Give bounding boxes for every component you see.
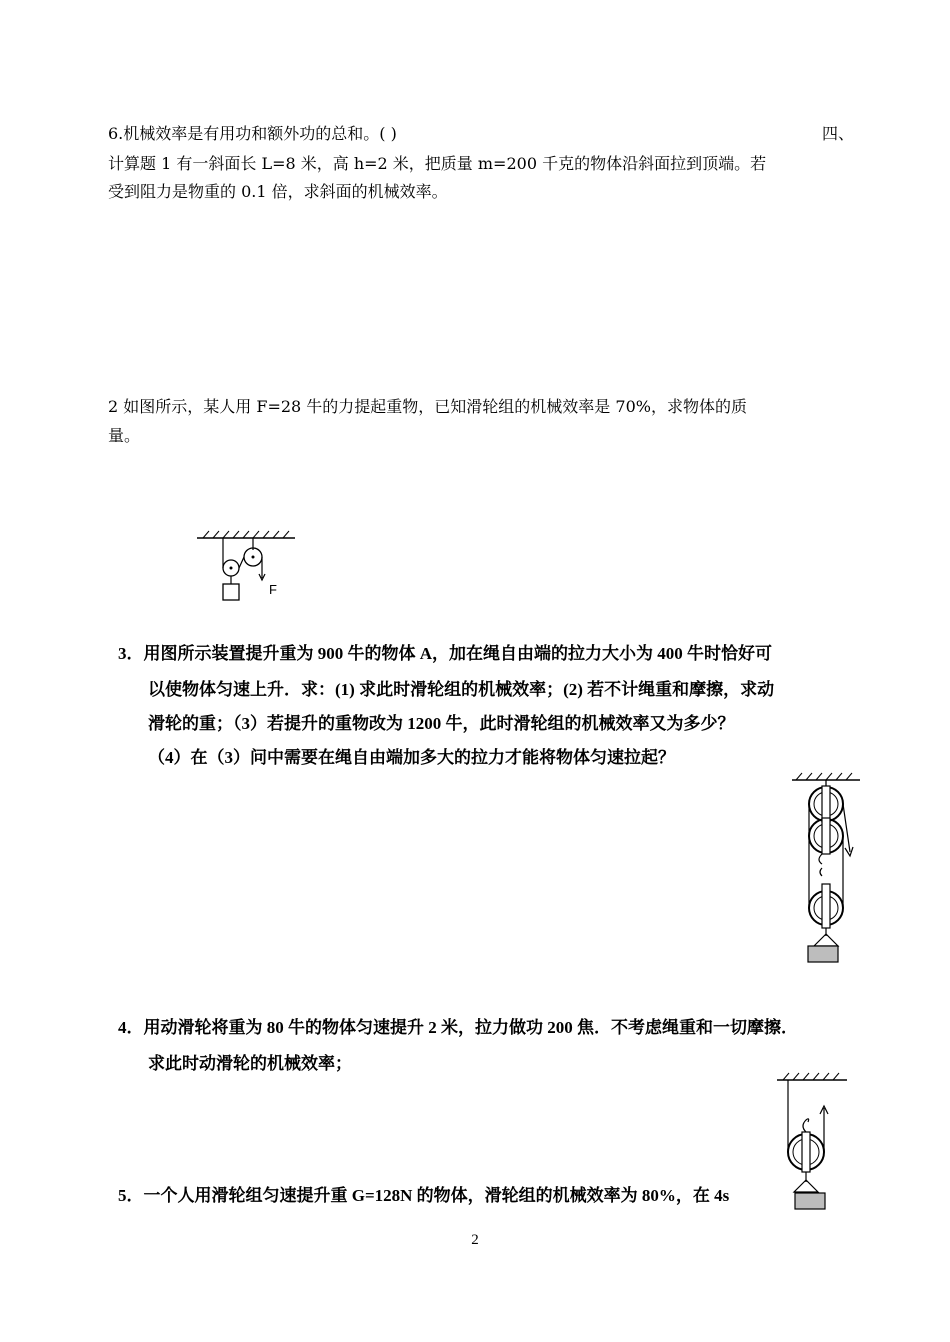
pulley-figure-1 — [195, 530, 305, 610]
section-heading-calc: 四、 — [822, 124, 855, 143]
problem-2-line-2: 量。 — [108, 426, 141, 445]
page-number: 2 — [471, 1232, 479, 1248]
force-label: F — [269, 582, 277, 597]
problem-3-line-3: 滑轮的重；（3）若提升的重物改为 1200 牛，此时滑轮组的机械效率又为多少？ — [148, 714, 735, 733]
problem-3-line-1: 3．用图所示装置提升重为 900 牛的物体 A，加在绳自由端的拉力大小为 400 牛时恰好可 — [118, 644, 773, 663]
problem-1-line-2: 受到阻力是物重的 0.1 倍，求斜面的机械效率。 — [108, 182, 448, 201]
problem-4-line-2: 求此时动滑轮的机械效率； — [148, 1054, 352, 1073]
pulley-figure-2 — [790, 772, 865, 967]
problem-3-line-4: （4）在（3）问中需要在绳自由端加多大的拉力才能将物体匀速拉起？ — [148, 748, 675, 767]
problem-2-line-1: 2 如图所示，某人用 F=28 牛的力提起重物，已知滑轮组的机械效率是 70%，求物体的质 — [108, 397, 747, 416]
question-6: 6.机械效率是有用功和额外功的总和。( ) — [108, 124, 397, 143]
problem-4-line-1: 4．用动滑轮将重为 80 牛的物体匀速提升 2 米，拉力做功 200 焦．不考虑绳重和一切摩擦． — [118, 1018, 798, 1037]
problem-5-line-1: 5．一个人用滑轮组匀速提升重 G=128N 的物体，滑轮组的机械效率为 80%，在 4s — [118, 1186, 730, 1205]
problem-1-line-1: 计算题 1 有一斜面长 L=8 米，高 h=2 米，把质量 m=200 千克的物体沿斜面拉到顶端。若 — [108, 154, 767, 173]
problem-3-line-2: 以使物体匀速上升．求：(1) 求此时滑轮组的机械效率；(2) 若不计绳重和摩擦，求动 — [148, 680, 775, 699]
pulley-figure-3 — [775, 1070, 850, 1220]
